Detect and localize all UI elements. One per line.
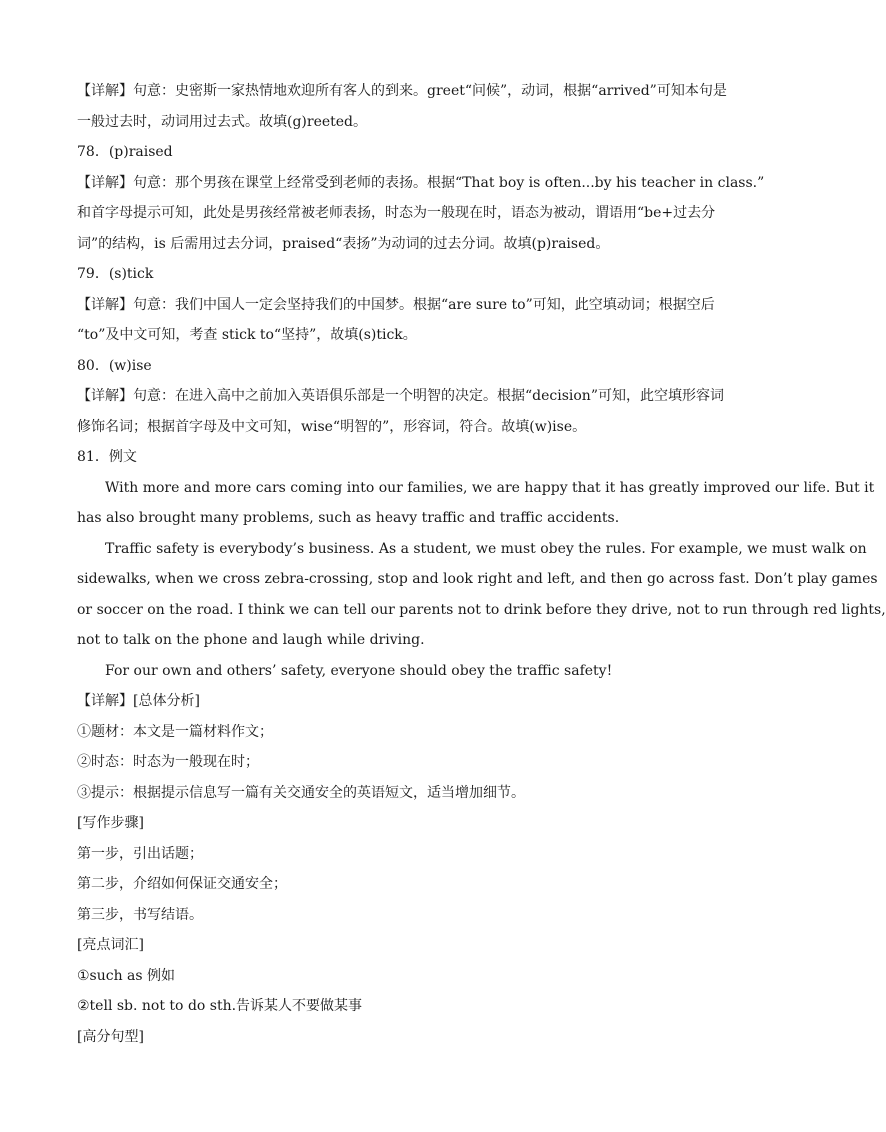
answer-heading: 80．(w)ise — [77, 357, 152, 374]
explanation-line: 【详解】句意：在进入高中之前加入英语俱乐部是一个明智的决定。根据“decision”可知，此空填形容词 — [77, 388, 724, 404]
answer-heading: 78．(p)raised — [77, 144, 173, 160]
explanation-line: 和首字母提示可知，此处是男孩经常被老师表扬，时态为一般现在时，语态为被动，谓语用“be+过去分 — [77, 205, 716, 221]
section-heading: [亮点词汇] — [77, 937, 144, 953]
explanation-line: 【详解】句意：那个男孩在课堂上经常受到老师的表扬。根据“That boy is often...by his teacher in class.” — [77, 174, 765, 191]
step-line: 第二步，介绍如何保证交通安全； — [77, 876, 287, 892]
explanation-line: 词”的结构，is 后需用过去分词，praised“表扬”为动词的过去分词。故填(p)raised。 — [77, 235, 610, 252]
explanation-line: 一般过去时，动词用过去式。故填(g)reeted。 — [77, 113, 368, 130]
analysis-line: ①题材：本文是一篇材料作文； — [77, 723, 273, 740]
section-heading: [写作步骤] — [77, 815, 144, 831]
explanation-line: 【详解】句意：我们中国人一定会坚持我们的中国梦。根据“are sure to”可知，此空填动词；根据空后 — [77, 296, 715, 313]
essay-line: Traffic safety is everybody’s business. As a student, we must obey the rules. For example, we must walk on — [105, 540, 867, 557]
answer-heading: 81．例文 — [77, 449, 137, 465]
analysis-line: ②时态：时态为一般现在时； — [77, 754, 259, 770]
explanation-line: 【详解】句意：史密斯一家热情地欢迎所有客人的到来。greet“问候”，动词，根据“arrived”可知本句是 — [77, 83, 727, 99]
section-heading: 【详解】[总体分析] — [77, 693, 200, 709]
essay-line: sidewalks, when we cross zebra-crossing, stop and look right and left, and then go across fast. Don’t play games — [77, 571, 878, 587]
explanation-line: 修饰名词；根据首字母及中文可知，wise“明智的”，形容词，符合。故填(w)ise。 — [77, 418, 587, 435]
step-line: 第三步，书写结语。 — [77, 906, 203, 923]
document-body — [77, 76, 886, 1052]
essay-line: For our own and others’ safety, everyone should obey the traffic safety! — [105, 662, 613, 679]
analysis-line: ③提示：根据提示信息写一篇有关交通安全的英语短文，适当增加细节。 — [77, 784, 525, 801]
explanation-line: “to”及中文可知，考查 stick to“坚持”，故填(s)tick。 — [77, 327, 417, 343]
section-heading: [高分句型] — [77, 1028, 144, 1045]
essay-line: has also brought many problems, such as heavy traffic and traffic accidents. — [77, 510, 620, 526]
answer-heading: 79．(s)tick — [77, 266, 154, 282]
essay-line: With more and more cars coming into our families, we are happy that it has greatly improved our life. But it — [105, 479, 875, 496]
vocab-line: ②tell sb. not to do sth.告诉某人不要做某事 — [77, 998, 363, 1014]
step-line: 第一步，引出话题； — [77, 845, 203, 862]
essay-line: not to talk on the phone and laugh while driving. — [77, 632, 425, 648]
essay-line: or soccer on the road. I think we can tell our parents not to drink before they drive, not to run through red lights, — [77, 601, 886, 618]
vocab-line: ①such as 例如 — [77, 967, 176, 984]
